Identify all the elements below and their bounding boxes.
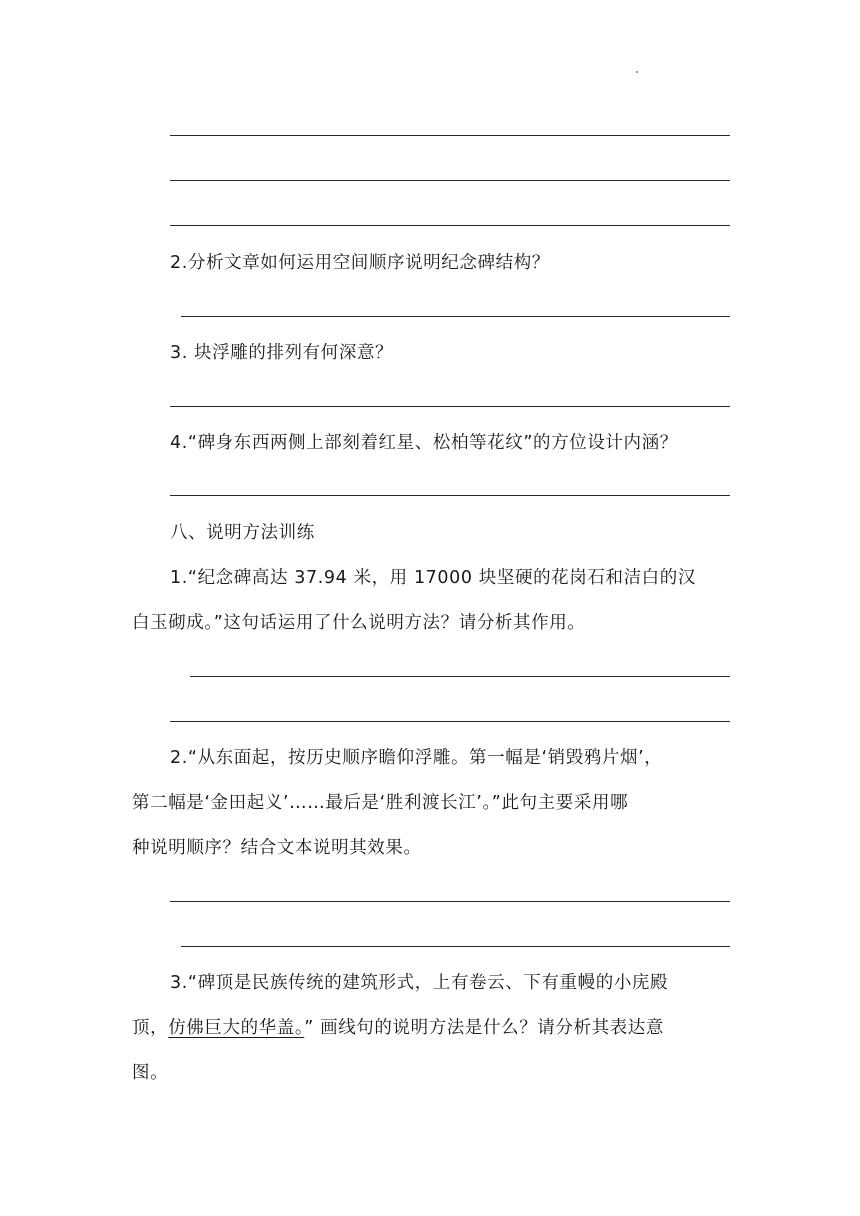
method-question-3-line-3: 图。: [132, 1063, 169, 1083]
question-2-text: 2.分析文章如何运用空间顺序说明纪念碑结构？: [170, 253, 550, 273]
answer-line: [170, 495, 730, 496]
method-question-3-line-1: 3.“碑顶是民族传统的建筑形式，上有卷云、下有重幔的小庑殿: [170, 973, 669, 993]
answer-line: [170, 721, 730, 722]
method-question-2-line-3: 种说明顺序？结合文本说明其效果。: [132, 838, 422, 858]
answer-line: [190, 676, 730, 677]
answer-line: [170, 180, 730, 181]
question-3-text: 3. 块浮雕的排列有何深意？: [170, 343, 394, 363]
page-dot-mark: [636, 71, 638, 73]
answer-line: [170, 901, 730, 902]
answer-line: [181, 946, 730, 947]
method-question-3-line-2: [132, 1016, 664, 1040]
answer-line: [170, 406, 730, 407]
answer-line: [170, 225, 730, 226]
method-question-2-line-2: 第二幅是‘金田起义’……最后是‘胜利渡长江’。”此句主要采用哪: [132, 793, 629, 813]
section-heading: 八、说明方法训练: [170, 523, 315, 543]
answer-line: [181, 316, 730, 317]
method-question-1-line-1: 1.“纪念碑高达 37.94 米，用 17000 块坚硬的花岗石和洁白的汉: [170, 568, 696, 588]
method-question-1-line-2: 白玉砌成。”这句话运用了什么说明方法？请分析其作用。: [132, 613, 586, 633]
q3-prefix: 顶，: [132, 1018, 169, 1038]
underlined-sentence: 仿佛巨大的华盖。: [168, 1018, 305, 1038]
answer-line: [170, 135, 730, 136]
question-4-text: 4.“碑身东西两侧上部刻着红星、松柏等花纹”的方位设计内涵？: [170, 433, 678, 453]
method-question-2-line-1: 2.“从东面起，按历史顺序瞻仰浮雕。第一幅是‘销毁鸦片烟’，: [170, 748, 663, 768]
q3-suffix: ” 画线句的说明方法是什么？请分析其表达意: [304, 1018, 664, 1038]
